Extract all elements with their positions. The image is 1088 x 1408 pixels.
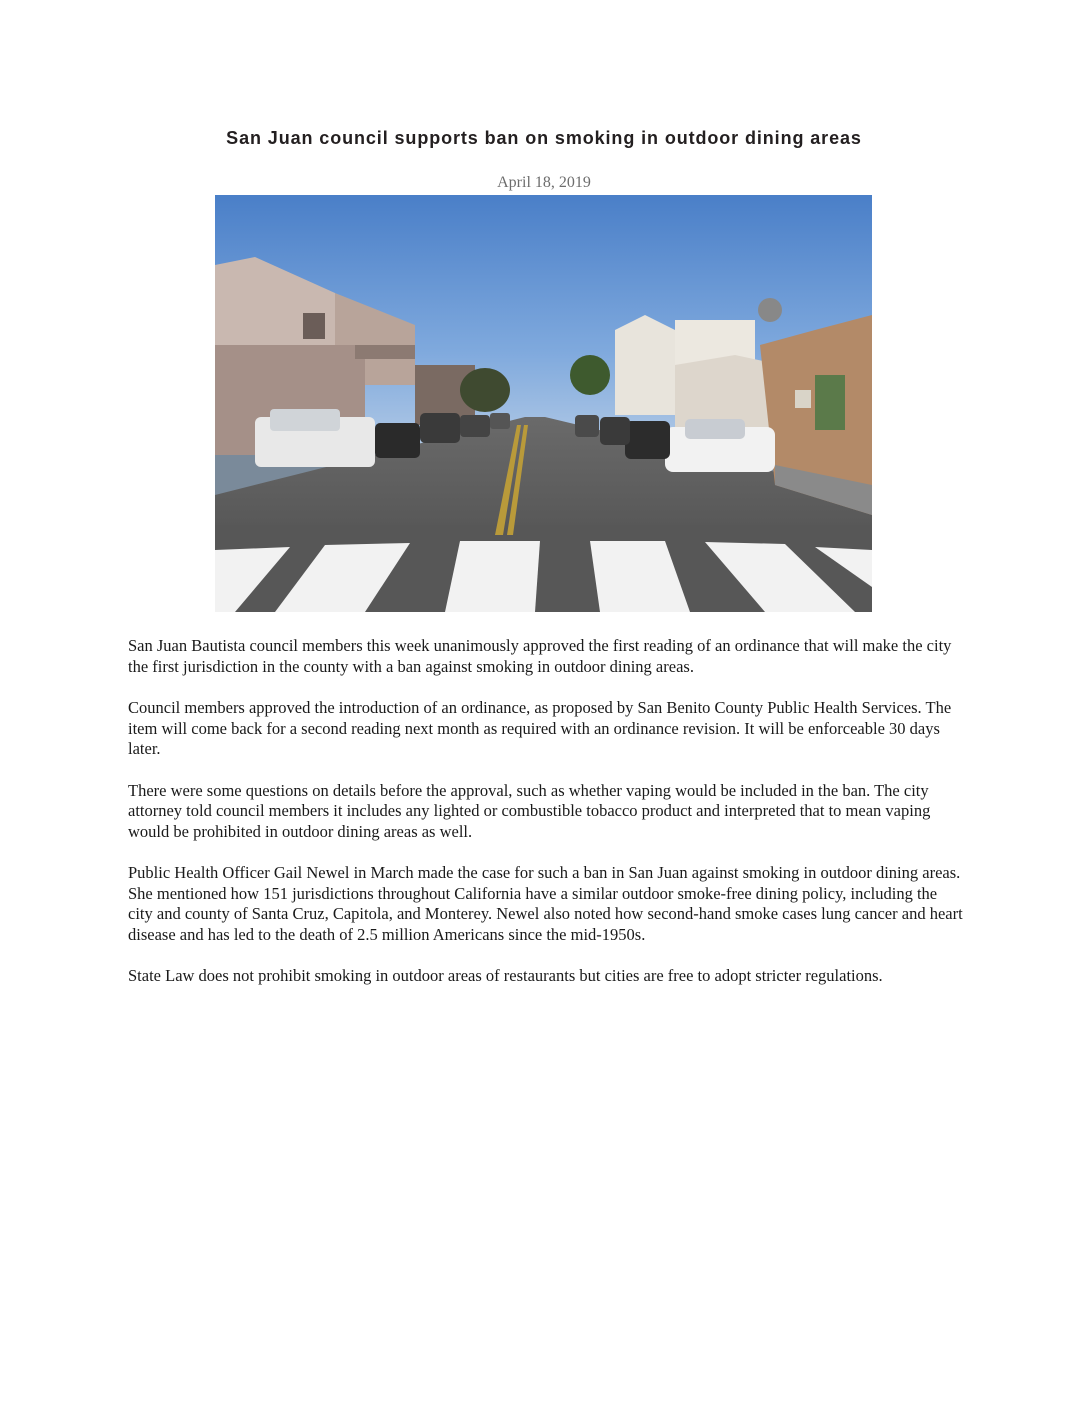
article-paragraph: State Law does not prohibit smoking in outdoor areas of restaurants but cities are free to adopt stricter regulations. xyxy=(128,966,883,985)
article-body xyxy=(128,636,963,1008)
street-scene-photo xyxy=(215,195,872,612)
article-paragraph: Council members approved the introduction of an ordinance, as proposed by San Benito County Public Health Services. The item will come back for a second reading next month as required with an ordinance revision. It will be enforceable 30 days later. xyxy=(128,698,952,758)
article-paragraph: There were some questions on details before the approval, such as whether vaping would be included in the ban. The city attorney told council members it includes any lighted or combustible tobacco product and interpreted that to mean vaping would be prohibited in outdoor dining areas as well. xyxy=(128,780,931,841)
article-paragraph: Public Health Officer Gail Newel in March made the case for such a ban in San Juan against smoking in outdoor dining areas. She mentioned how 151 jurisdictions throughout California have a similar outdoor smoke-free dining policy, including the city and county of Santa Cruz, Capitola, and Monterey. Newel also noted how second-hand smoke cases lung cancer and heart disease and has led to the death of 2.5 million Americans since the mid-1950s. xyxy=(128,863,963,944)
article-paragraph: San Juan Bautista council members this week unanimously approved the first reading of an ordinance that will make the city the first jurisdiction in the county with a ban against smoking in outdoor dining areas. xyxy=(128,636,952,676)
article-headline: San Juan council supports ban on smoking in outdoor dining areas xyxy=(226,128,862,148)
article-date: April 18, 2019 xyxy=(497,174,591,191)
